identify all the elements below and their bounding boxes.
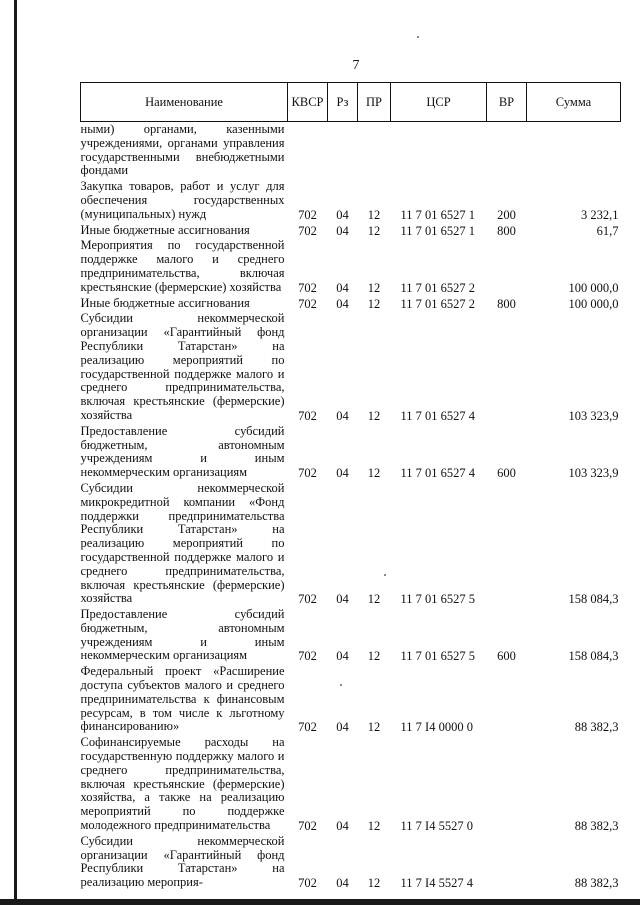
row-kvsr: 702 <box>298 649 317 664</box>
header-pr: ПР <box>358 83 391 122</box>
table-row <box>81 122 621 180</box>
row-rz: 04 <box>336 819 349 834</box>
row-sum: 103 323,9 <box>568 408 619 423</box>
row-name: Мероприятия по государственной поддержке малого и среднего предпринимательства, включая крестьянские (фермерские) хозяйства <box>80 238 285 294</box>
row-vr <box>487 834 527 891</box>
row-vr: 600 <box>497 649 516 664</box>
row-rz: 04 <box>336 207 349 222</box>
row-sum: 88 382,3 <box>574 819 619 834</box>
row-name: Субсидии некоммерческой организации «Гарантийный фонд Республики Татарстан» на реализацию мероприятий по государственной поддержке малого и среднего предпринимательства, включая крестьянские (фермерские) хозяйства <box>80 311 285 422</box>
table-row <box>81 238 621 295</box>
row-pr: 12 <box>367 720 381 735</box>
budget-table <box>80 82 621 891</box>
row-vr: 800 <box>497 223 516 238</box>
header-kvsr: КВСР <box>288 83 328 122</box>
table-row <box>81 481 621 607</box>
scan-edge-left <box>14 0 17 905</box>
row-vr: 200 <box>497 207 516 222</box>
row-sum: 100 000,0 <box>568 280 619 295</box>
row-kvsr: 702 <box>298 223 317 238</box>
row-sum: 103 323,9 <box>568 466 619 481</box>
table-header-row <box>81 83 621 122</box>
table-row <box>81 664 621 735</box>
row-vr: 800 <box>497 296 516 311</box>
row-pr: 12 <box>367 466 381 481</box>
row-kvsr: 702 <box>298 408 317 423</box>
scan-speck <box>417 36 419 38</box>
row-vr <box>487 735 527 834</box>
row-name: Предоставление субсидий бюджетным, автономным учреждениям и иным некоммерческим организациям <box>80 607 285 663</box>
row-kvsr: 702 <box>298 296 317 311</box>
table-row <box>81 311 621 423</box>
header-csr: ЦСР <box>391 83 487 122</box>
row-kvsr: 702 <box>298 720 317 735</box>
row-vr <box>487 122 527 180</box>
row-csr: 11 7 01 6527 4 <box>400 466 476 481</box>
row-csr <box>391 122 487 180</box>
row-rz: 04 <box>336 466 349 481</box>
table-row <box>81 296 621 312</box>
row-vr <box>487 311 527 423</box>
row-csr: 11 7 I4 0000 0 <box>400 720 473 735</box>
row-pr: 12 <box>367 819 381 834</box>
table-row <box>81 834 621 891</box>
row-name: Федеральный проект «Расширение доступа субъектов малого и среднего предпринимательства к финансовым ресурсам, в том числе к льготному финансированию» <box>80 664 285 734</box>
row-name: Закупка товаров, работ и услуг для обеспечения государственных (муниципальных) нужд <box>80 179 285 221</box>
row-pr: 12 <box>367 296 381 311</box>
table-row <box>81 179 621 222</box>
row-pr: 12 <box>367 280 381 295</box>
row-sum <box>527 122 621 180</box>
row-csr: 11 7 01 6527 5 <box>400 649 476 664</box>
header-vr: ВР <box>487 83 527 122</box>
row-name: Предоставление субсидий бюджетным, автономным учреждениям и иным некоммерческим организациям <box>80 423 285 480</box>
row-pr: 12 <box>367 876 381 891</box>
header-name: Наименование <box>81 83 288 122</box>
table-row <box>81 424 621 481</box>
row-rz <box>328 122 358 180</box>
table-row <box>81 735 621 834</box>
row-kvsr: 702 <box>298 876 317 891</box>
row-sum: 3 232,1 <box>581 207 619 222</box>
row-rz: 04 <box>336 649 349 664</box>
row-pr: 12 <box>367 408 381 423</box>
row-rz: 04 <box>336 280 349 295</box>
row-csr: 11 7 01 6527 1 <box>400 223 476 238</box>
row-csr: 11 7 01 6527 1 <box>400 207 476 222</box>
row-csr: 11 7 I4 5527 0 <box>400 819 473 834</box>
row-rz: 04 <box>336 720 349 735</box>
row-name: ными) органами, казенными учреждениями, органами управления государственными внебюджетными фондами <box>80 122 285 178</box>
row-csr: 11 7 01 6527 2 <box>400 296 476 311</box>
row-kvsr: 702 <box>298 592 317 607</box>
row-csr: 11 7 01 6527 2 <box>400 280 476 295</box>
row-kvsr: 702 <box>298 819 317 834</box>
row-name: Субсидии некоммерческой микрокредитной компании «Фонд поддержки предпринимательства Республики Татарстан» на реализацию мероприятий по государственной поддержке малого и среднего предпринимательства, включая крестьянские (фермерские) хозяйства <box>80 480 285 606</box>
header-sum: Сумма <box>527 83 621 122</box>
row-sum: 158 084,3 <box>568 592 619 607</box>
row-sum: 88 382,3 <box>574 720 619 735</box>
row-rz: 04 <box>336 592 349 607</box>
row-pr: 12 <box>367 223 381 238</box>
row-rz: 04 <box>336 296 349 311</box>
row-sum: 100 000,0 <box>568 296 619 311</box>
row-rz: 04 <box>336 876 349 891</box>
row-sum: 88 382,3 <box>574 876 619 891</box>
row-sum: 158 084,3 <box>568 649 619 664</box>
row-csr: 11 7 01 6527 4 <box>400 408 476 423</box>
row-name: Субсидии некоммерческой организации «Гарантийный фонд Республики Татарстан» на реализацию мероприя- <box>80 833 285 890</box>
table-row <box>81 223 621 239</box>
row-csr: 11 7 01 6527 5 <box>400 592 476 607</box>
scan-edge-bottom <box>0 899 640 905</box>
row-name: Иные бюджетные ассигнования <box>80 295 250 310</box>
row-rz: 04 <box>336 223 349 238</box>
header-rz: Рз <box>328 83 358 122</box>
row-kvsr: 702 <box>298 207 317 222</box>
row-pr: 12 <box>367 649 381 664</box>
row-kvsr: 702 <box>298 466 317 481</box>
table-row <box>81 607 621 664</box>
row-vr <box>487 238 527 295</box>
row-vr <box>487 664 527 735</box>
row-pr: 12 <box>367 207 381 222</box>
row-csr: 11 7 I4 5527 4 <box>400 876 473 891</box>
row-name: Иные бюджетные ассигнования <box>80 222 250 237</box>
row-name: Софинансируемые расходы на государственную поддержку малого и среднего предпринимательства, включая крестьянские (фермерские) хозяйства, а также на реализацию мероприятий по поддержке молодежного предпринимательства <box>80 735 285 833</box>
row-rz: 04 <box>336 408 349 423</box>
row-kvsr: 702 <box>298 280 317 295</box>
row-pr <box>358 122 391 180</box>
page-number: 7 <box>352 58 360 73</box>
row-sum: 61,7 <box>596 223 619 238</box>
row-kvsr <box>288 122 328 180</box>
row-vr <box>487 481 527 607</box>
row-pr: 12 <box>367 592 381 607</box>
row-vr: 600 <box>497 466 516 481</box>
